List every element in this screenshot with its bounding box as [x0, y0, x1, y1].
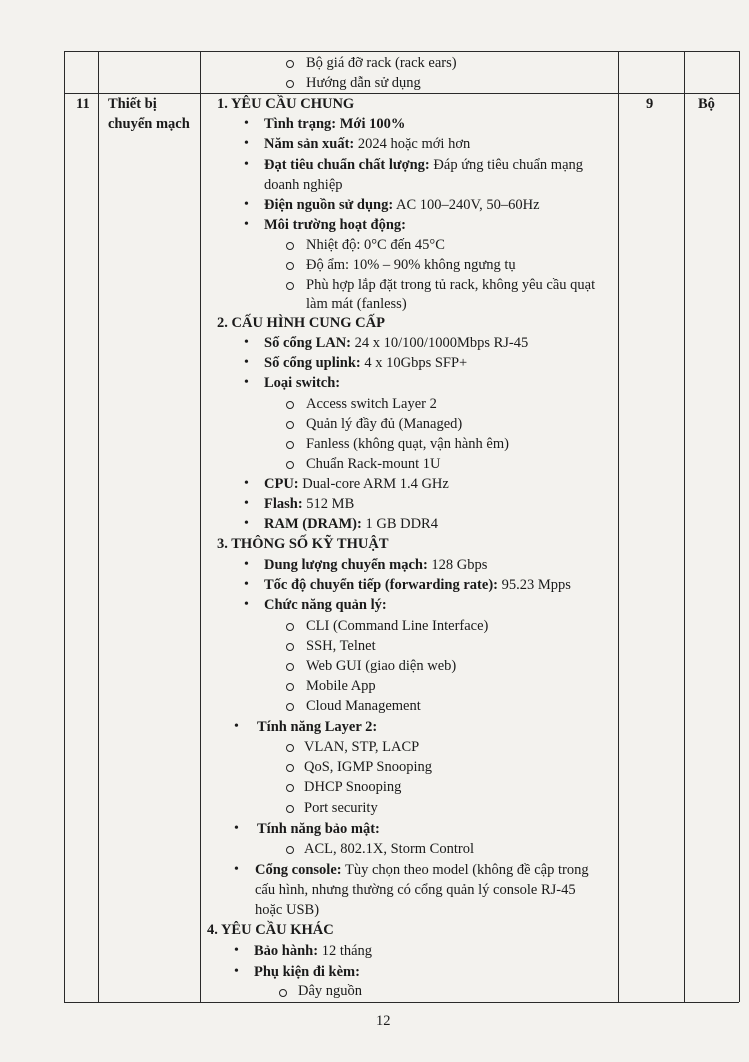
sub-bullet-icon: [286, 441, 294, 449]
sub-item: Phù hợp lắp đặt trong tủ rack, không yêu cầu quạt: [306, 277, 596, 293]
spec-item: Tốc độ chuyển tiếp (forwarding rate): 95.23 Mpps: [264, 577, 571, 593]
sub-item-cont: làm mát (fanless): [306, 296, 407, 312]
spec-item: Đạt tiêu chuẩn chất lượng: Đáp ứng tiêu chuẩn mạng: [264, 157, 584, 173]
spec-item: Năm sản xuất: 2024 hoặc mới hơn: [264, 136, 471, 152]
bullet-icon: •: [244, 375, 249, 390]
bullet-icon: •: [244, 557, 249, 572]
spec-item: Cổng console: Tùy chọn theo model (không đề cập trong: [255, 862, 589, 878]
sub-bullet-icon: [286, 784, 294, 792]
table-border: [684, 51, 685, 1002]
quantity: 9: [646, 96, 654, 112]
list-item: Hướng dẫn sử dụng: [306, 75, 421, 91]
spec-item-cont: cấu hình, nhưng thường có cổng quản lý console RJ-45: [255, 882, 576, 898]
section-heading: 3. THÔNG SỐ KỸ THUẬT: [217, 536, 389, 552]
bullet-icon: •: [244, 577, 249, 592]
table-border: [618, 51, 619, 1002]
sub-item: VLAN, STP, LACP: [304, 739, 420, 755]
sub-bullet-icon: [286, 401, 294, 409]
bullet-icon: •: [244, 116, 249, 131]
sub-bullet-icon: [286, 764, 294, 772]
sub-item: CLI (Command Line Interface): [306, 618, 489, 634]
bullet-icon: •: [244, 136, 249, 151]
unit: Bộ: [698, 96, 715, 112]
table-border: [64, 1002, 739, 1003]
sub-item: Port security: [304, 800, 378, 816]
sub-bullet-icon: [286, 683, 294, 691]
spec-item: Chức năng quản lý:: [264, 597, 387, 613]
sub-bullet-icon: [279, 989, 287, 997]
sub-bullet-icon: [286, 262, 294, 270]
sub-bullet-icon: [286, 623, 294, 631]
sub-item: ACL, 802.1X, Storm Control: [304, 841, 474, 857]
bullet-icon: •: [234, 943, 239, 958]
spec-item: Tính năng Layer 2:: [257, 719, 378, 735]
sub-item: Access switch Layer 2: [306, 396, 437, 412]
spec-item-cont: doanh nghiệp: [264, 177, 343, 193]
spec-item: Điện nguồn sử dụng: AC 100–240V, 50–60Hz: [264, 197, 540, 213]
table-border: [64, 51, 65, 1002]
bullet-icon: •: [244, 157, 249, 172]
bullet-icon: •: [244, 217, 249, 232]
bullet-icon: •: [244, 197, 249, 212]
page-number: 12: [376, 1013, 391, 1029]
table-border: [200, 51, 201, 1002]
bullet-icon: •: [234, 719, 239, 734]
spec-item: Tình trạng: Mới 100%: [264, 116, 406, 132]
sub-item: Web GUI (giao diện web): [306, 658, 457, 674]
spec-item: Dung lượng chuyển mạch: 128 Gbps: [264, 557, 488, 573]
bullet-icon: •: [234, 964, 239, 979]
bullet-icon: •: [234, 821, 239, 836]
sub-bullet-icon: [286, 663, 294, 671]
sub-item: SSH, Telnet: [306, 638, 376, 654]
item-name: chuyển mạch: [108, 116, 190, 132]
bullet-icon: •: [234, 862, 239, 877]
table-border: [64, 93, 739, 94]
sub-item: Fanless (không quạt, vận hành êm): [306, 436, 509, 452]
sub-bullet-icon: [286, 60, 294, 68]
spec-item-cont: hoặc USB): [255, 902, 320, 918]
sub-item: Cloud Management: [306, 698, 421, 714]
spec-item: RAM (DRAM): 1 GB DDR4: [264, 516, 438, 532]
sub-bullet-icon: [286, 282, 294, 290]
spec-item: Tính năng bảo mật:: [257, 821, 380, 837]
table-border: [64, 51, 739, 52]
bullet-icon: •: [244, 496, 249, 511]
sub-bullet-icon: [286, 80, 294, 88]
bullet-icon: •: [244, 335, 249, 350]
bullet-icon: •: [244, 355, 249, 370]
spec-item: Phụ kiện đi kèm:: [254, 964, 360, 980]
spec-item: Số cổng uplink: 4 x 10Gbps SFP+: [264, 355, 468, 371]
list-item: Bộ giá đỡ rack (rack ears): [306, 55, 457, 71]
spec-item: Loại switch:: [264, 375, 341, 391]
sub-bullet-icon: [286, 242, 294, 250]
sub-bullet-icon: [286, 703, 294, 711]
sub-item: Độ ẩm: 10% – 90% không ngưng tụ: [306, 257, 516, 273]
bullet-icon: •: [244, 516, 249, 531]
sub-item: Dây nguồn: [298, 983, 363, 999]
sub-item: Quản lý đầy đủ (Managed): [306, 416, 463, 432]
sub-item: Nhiệt độ: 0°C đến 45°C: [306, 237, 445, 253]
section-heading: 1. YÊU CẦU CHUNG: [217, 96, 355, 112]
sub-bullet-icon: [286, 461, 294, 469]
section-heading: 4. YÊU CẦU KHÁC: [207, 922, 334, 938]
sub-item: Chuẩn Rack-mount 1U: [306, 456, 441, 472]
item-name: Thiết bị: [108, 96, 157, 112]
spec-item: Flash: 512 MB: [264, 496, 355, 512]
section-heading: 2. CẤU HÌNH CUNG CẤP: [217, 315, 385, 331]
sub-bullet-icon: [286, 744, 294, 752]
spec-item: Số cổng LAN: 24 x 10/100/1000Mbps RJ-45: [264, 335, 529, 351]
sub-bullet-icon: [286, 846, 294, 854]
spec-item: CPU: Dual-core ARM 1.4 GHz: [264, 476, 449, 492]
sub-bullet-icon: [286, 643, 294, 651]
sub-bullet-icon: [286, 421, 294, 429]
bullet-icon: •: [244, 597, 249, 612]
bullet-icon: •: [244, 476, 249, 491]
sub-item: Mobile App: [306, 678, 376, 694]
table-border: [739, 51, 740, 1002]
sub-item: DHCP Snooping: [304, 779, 402, 795]
sub-item: QoS, IGMP Snooping: [304, 759, 432, 775]
sub-bullet-icon: [286, 805, 294, 813]
row-number: 11: [76, 96, 90, 112]
spec-item: Bảo hành: 12 tháng: [254, 943, 373, 959]
spec-item: Môi trường hoạt động:: [264, 217, 406, 233]
table-border: [98, 51, 99, 1002]
